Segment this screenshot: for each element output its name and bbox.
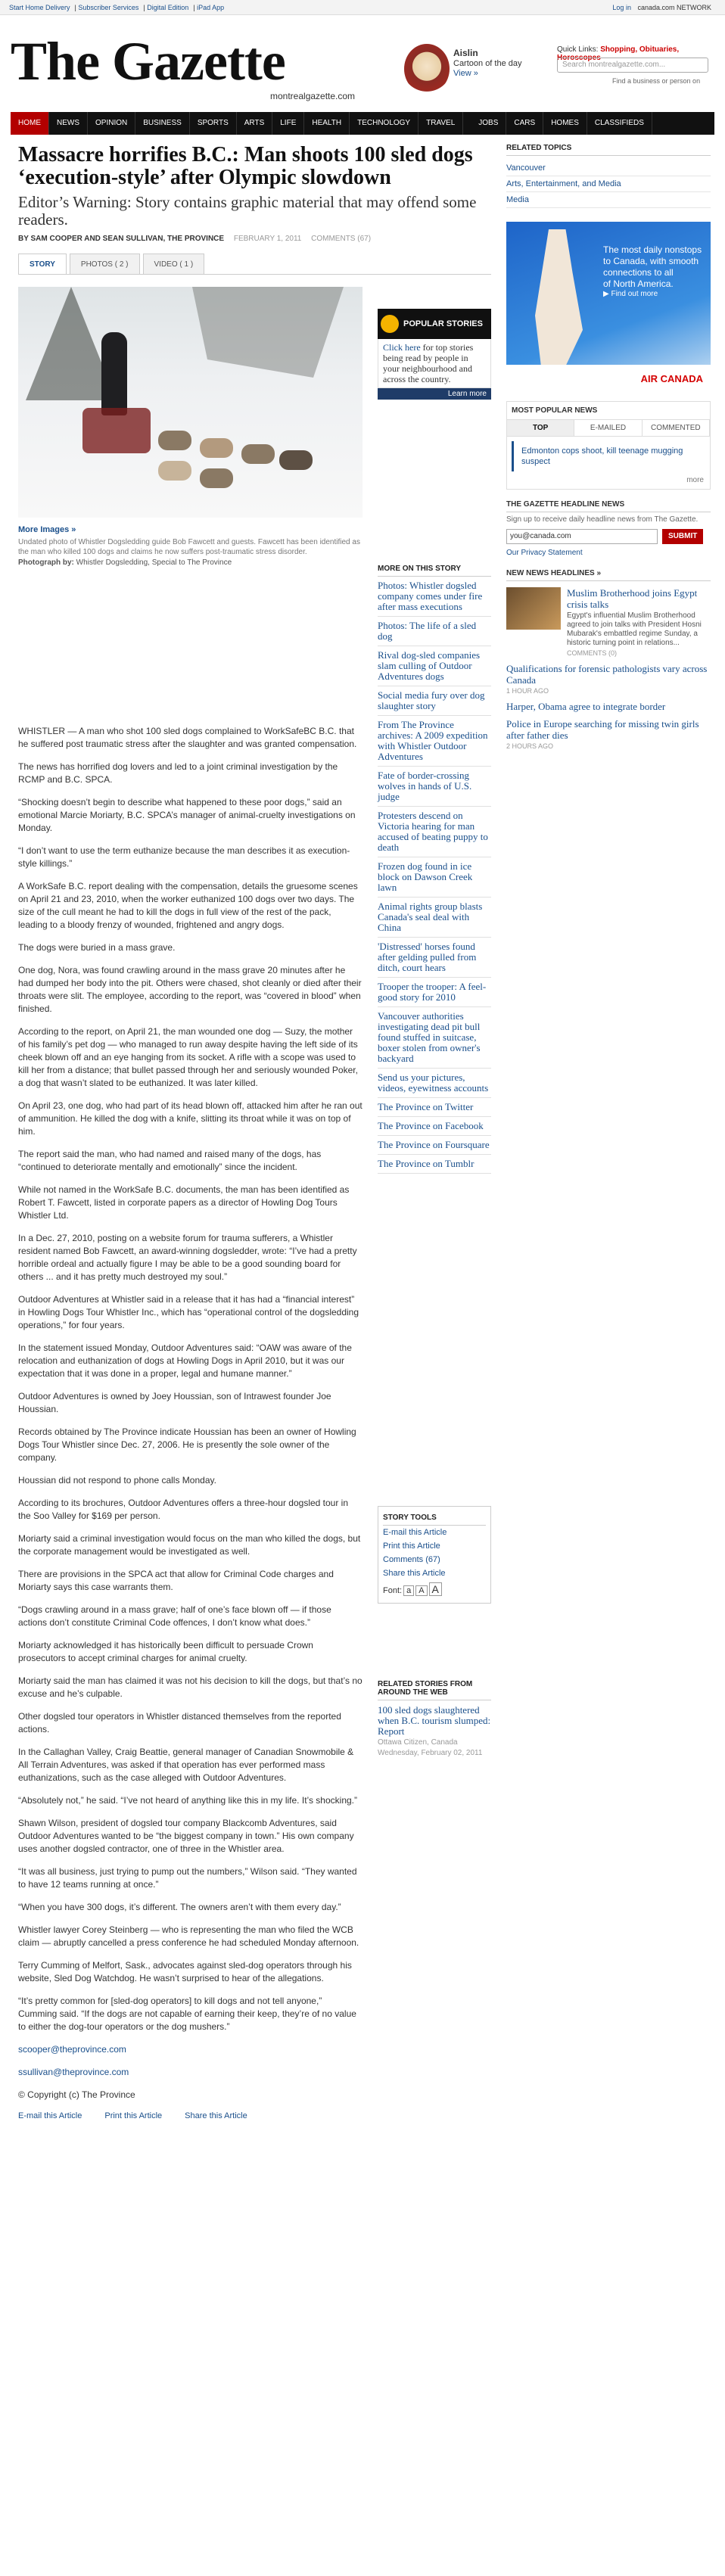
popular-stories-widget[interactable] [378,309,491,400]
font-smaller-button[interactable]: a [403,1585,414,1596]
article-paragraph: “I don’t want to use the term euthanize because the man describes it as execution-style killings.” [18,845,350,869]
email-article-link[interactable]: E-mail this Article [383,1528,447,1537]
byline [18,235,491,243]
article-body [18,725,362,2120]
more-on-story-item[interactable]: The Province on Foursquare [378,1136,491,1155]
more-on-story-item[interactable]: Photos: Whistler dogsled company comes under fire after mass executions [378,577,491,617]
author-email-link[interactable]: ssullivan@theprovince.com [18,2067,129,2077]
photo-dog [158,431,191,450]
popular-stories-desc: for top stories being read by people in your neighbourhood and across the country. [383,342,474,384]
nav-opinion[interactable]: OPINION [88,112,135,135]
more-on-story-item[interactable]: Trooper the trooper: A feel-good story for 2010 [378,978,491,1007]
article-paragraph: Other dogsled tour operators in Whistler distanced themselves from the reported actions. [18,1711,341,1734]
bottom-print-link[interactable]: Print this Article [104,2111,163,2120]
lead-photo[interactable] [18,287,362,518]
most-popular-item[interactable]: Edmonton cops shoot, kill teenage mugging suspect [512,441,705,471]
quick-links-label: Quick Links: [557,45,599,54]
main-nav [11,112,714,135]
article-paragraph: On April 23, one dog, who had part of its head blown off, attacked him after he ran out of ammunition. He killed the dog with a knife, slitting its throat while it was on top of him. [18,1100,362,1137]
headline-lead-summary: Egypt's influential Muslim Brotherhood agreed to join talks with President Hosni Mubarak's embattled regime Sunday, a historic turning point in relations... [567,611,702,647]
ad-line: The most daily nonstops [603,244,702,255]
comments-count[interactable]: COMMENTS (67) [311,235,372,243]
article-paragraph: The news has horrified dog lovers and led to a joint criminal investigation by the RCMP and B.C. SPCA. [18,761,338,785]
article-paragraph: One dog, Nora, was found crawling around in the mass grave 20 minutes after he had dumped her body into the pit. Others were chased, shot cleanly or died after their throats were slit. The employee, according to the report, was “covered in blood” when finished. [18,965,362,1014]
photo-dog [158,461,191,481]
article-paragraph: “It was all business, just trying to pump out the numbers,” Wilson said. “They wanted to have 12 teams running at once.” [18,1866,357,1890]
utility-link-subscriber[interactable]: Subscriber Services [78,3,139,11]
utility-link-home-delivery[interactable]: Start Home Delivery [9,3,70,11]
utility-link-ipad[interactable]: iPad App [197,3,225,11]
article-paragraph: Moriarty acknowledged it has historically been difficult to persuade Crown prosecutors to accept criminal charges for animal cruelty. [18,1640,313,1663]
nav-divider [463,112,471,135]
headline-item-time: 1 HOUR AGO [506,687,549,695]
newsletter-text: Sign up to receive daily headline news from The Gazette. [506,515,699,524]
article-paragraph: WHISTLER — A man who shot 100 sled dogs complained to WorkSafeBC B.C. that he suffered post traumatic stress after the slaughter and was granted compensation. [18,726,357,749]
more-images-link[interactable]: More Images » [18,525,76,534]
headline-item-time: 2 HOURS AGO [506,742,554,750]
site-domain: montrealgazette.com [270,91,356,101]
related-topic-link[interactable]: Media [506,192,711,208]
more-on-story-item[interactable]: Rival dog-sled companies slam culling of Outdoor Adventures dogs [378,646,491,686]
tab-top[interactable]: TOP [507,420,574,436]
article-paragraph: There are provisions in the SPCA act that allow for Criminal Code charges and Moriarty says this case warrants them. [18,1569,334,1592]
most-popular-title: MOST POPULAR NEWS [507,402,710,420]
share-article-link[interactable]: Share this Article [383,1569,446,1578]
news-headlines-title[interactable]: NEW NEWS HEADLINES » [506,569,711,581]
more-on-story-item[interactable]: The Province on Tumblr [378,1155,491,1174]
more-on-story-item[interactable]: Vancouver authorities investigating dead pit bull found stuffed in suitcase, boxer stolen from owner's backyard [378,1007,491,1069]
newsletter-title: THE GAZETTE HEADLINE NEWS [506,500,711,512]
content-tabs [18,254,491,275]
ad-line: of North America. [603,278,674,289]
news-headlines [506,569,711,750]
popular-stories-learn-more[interactable]: Learn more [378,388,491,400]
nav-cars[interactable]: CARS [506,112,543,135]
air-canada-ad[interactable] [506,222,711,392]
tab-video[interactable]: VIDEO ( 1 ) [143,254,205,274]
popular-stories-icon [381,315,399,333]
popular-stories-title: POPULAR STORIES [403,319,483,328]
ad-brand: AIR CANADA [506,365,711,392]
headline-lead-meta[interactable]: COMMENTS (0) [567,649,617,657]
tab-photos[interactable]: PHOTOS ( 2 ) [70,254,140,274]
tab-emailed[interactable]: E-MAILED [574,420,642,436]
article-paragraph: Whistler lawyer Corey Steinberg — who is representing the man who filed the WCB claim — abruptly cancelled a press conference he had scheduled Monday afternoon. [18,1924,359,1948]
article-paragraph: “It’s pretty common for [sled-dog operators] to kill dogs and not tell anyone,” Cumming said. “If the dogs are not capable of earning their keep, they’re of no value to either the dog-tour operators or the dog mushers.” [18,1996,356,2032]
privacy-link[interactable]: Our Privacy Statement [506,549,583,557]
photo-dog [279,450,313,470]
nav-business[interactable]: BUSINESS [135,112,190,135]
headline-item-title[interactable]: Qualifications for forensic pathologists vary across Canada [506,663,708,686]
byline-authors: BY SAM COOPER AND SEAN SULLIVAN, THE PROVINCE [18,235,225,243]
login-link[interactable]: Log in [612,3,631,11]
ad-figure [521,229,590,373]
bottom-share-bar [18,2111,362,2120]
ad-line: to Canada, with smooth [603,256,699,266]
article-paragraph: Shawn Wilson, president of dogsled tour company Blackcomb Adventures, said Outdoor Adventures wanted to be “the biggest company in town.” His own company uses another dogsled contractor, one of three in the Whistler area. [18,1818,354,1854]
more-on-story-item[interactable]: 'Distressed' horses found after gelding pulled from ditch, court hears [378,938,491,978]
more-on-story-item[interactable]: The Province on Twitter [378,1098,491,1117]
nav-life[interactable]: LIFE [272,112,304,135]
photo-musher [101,332,127,415]
popular-stories-header [378,309,491,339]
cartoon-name: Aislin [453,48,478,58]
more-on-story-item[interactable]: The Province on Facebook [378,1117,491,1136]
headline-lead-title[interactable]: Muslim Brotherhood joins Egypt crisis talks [567,587,698,610]
article-paragraph: In a Dec. 27, 2010, posting on a website forum for trauma sufferers, a Whistler resident named Bob Fawcett, an award-winning dogsledder, wrote: “I’ve had a pretty horrible ordeal and actually figure I may be able to be a good sounding board for others ... and it has pretty much destroyed my soul.” [18,1233,357,1282]
article-paragraph: “Dogs crawling around in a mass grave; half of one’s face blown off — if those actions don’t constitute Criminal Code offences, I don’t know what does.” [18,1604,331,1628]
newsletter-signup [506,500,711,557]
article-paragraph: Terry Cumming of Melfort, Sask., advocates against sled-dog operators through his website, Sled Dog Watchdog. He wasn’t surprised to hear of the allegations. [18,1960,352,1983]
more-on-story-item[interactable]: Protesters descend on Victoria hearing for man accused of beating puppy to death [378,807,491,857]
masthead [11,15,714,101]
business-finder-text[interactable]: Find a business or person on [612,77,701,85]
site-logo[interactable]: The Gazette [11,31,285,92]
editor-warning: Editor’s Warning: Story contains graphic material that may offend some readers. [18,193,477,229]
related-web-title: RELATED STORIES FROM AROUND THE WEB [378,1680,491,1700]
headline-item-title[interactable]: Harper, Obama agree to integrate border [506,701,666,712]
font-size-label: Font: [383,1586,403,1595]
story-tools [378,1506,491,1604]
photo-tree [192,287,344,378]
article-paragraph: According to its brochures, Outdoor Adventures offers a three-hour dogsled tour in the Soo Valley for $169 per person. [18,1498,349,1521]
ad-line: connections to all [603,267,674,278]
photo-caption: Undated photo of Whistler Dogsledding guide Bob Fawcett and guests. Fawcett has been identified as the man who killed 100 dogs and claims he now suffers post-traumatic stress disorder. [18,538,360,556]
utility-link-digital[interactable]: Digital Edition [147,3,189,11]
headline-lead [506,587,711,657]
article-paragraph: Outdoor Adventures at Whistler said in a release that it has had a “financial interest” in Howling Dogs Tour Whistler Inc., which has “operational control of the dogsledding operations,” for four years. [18,1294,359,1330]
publish-date: FEBRUARY 1, 2011 [233,235,302,243]
photo-dog [200,438,233,458]
article-paragraph: Records obtained by The Province indicate Houssian has been an owner of Howling Dogs Tour Whistler since Dec. 27, 2006. He is presently the sole owner of the company. [18,1426,356,1463]
article-paragraph: While not named in the WorkSafe B.C. documents, the man has been identified as Robert T. Fawcett, listed in corporate papers as a director of Howling Dog Tours Whistler Ltd. [18,1184,350,1221]
print-article-link[interactable]: Print this Article [383,1542,440,1551]
headline-item [506,701,711,712]
bottom-email-link[interactable]: E-mail this Article [18,2111,82,2120]
tab-commented[interactable]: COMMENTED [643,420,710,436]
quick-links-items[interactable]: Shopping, Obituaries, Horoscopes [557,45,680,62]
more-on-this-story [378,565,491,1174]
cartoon-block [453,48,522,79]
nav-travel[interactable]: TRAVEL [419,112,463,135]
most-popular-box [506,401,711,490]
search-input[interactable]: Search montrealgazette.com... [557,58,708,73]
article-paragraph: Moriarty said a criminal investigation would focus on the man who killed the dogs, but the corporate management would be investigated as well. [18,1533,361,1557]
more-on-story-item[interactable]: Frozen dog found in ice block on Dawson Creek lawn [378,857,491,898]
nav-homes[interactable]: HOMES [543,112,587,135]
headline-item [506,663,711,695]
related-topics [506,144,711,208]
headline: Massacre horrifies B.C.: Man shoots 100 sled dogs ‘execution-style’ after Olympic slowdown [18,143,473,189]
photo-credit-label: Photograph by: [18,558,74,567]
photo-credit-text: Whistler Dogsledding, Special to The Province [76,558,232,567]
most-popular-more[interactable]: more [686,476,704,484]
article-paragraph: Houssian did not respond to phone calls Monday. [18,1475,216,1486]
newsletter-email-input[interactable]: you@canada.com [506,529,658,544]
nav-jobs[interactable]: JOBS [471,112,506,135]
more-on-story-item[interactable]: From The Province archives: A 2009 expedition with Whistler Outdoor Adventures [378,716,491,767]
more-on-story-item[interactable]: Photos: The life of a sled dog [378,617,491,646]
more-on-story-item[interactable]: Send us your pictures, videos, eyewitness accounts [378,1069,491,1098]
newsletter-submit-button[interactable]: SUBMIT [662,529,703,544]
related-topics-title: RELATED TOPICS [506,144,711,156]
article-paragraph: According to the report, on April 21, the man wounded one dog — Suzy, the mother of his family’s pet dog — who managed to run away despite having the left side of its cheek blown off and an eye hanging from its socket. A rifle with a scope was used to kill her from a distance; that bullet passed through her and seriously wounded Poker, a dog that wasn’t slated to be euthanized. It was later killed. [18,1026,358,1088]
nav-arts[interactable]: ARTS [237,112,273,135]
article-paragraph: “Absolutely not,” he said. “I’ve not heard of anything like this in my life. It’s shocking.” [18,1795,357,1806]
nav-classifieds[interactable]: CLASSIFIEDS [587,112,652,135]
article-paragraph: The report said the man, who had named and raised many of the dogs, has “continued to deteriorate mentally and emotionally” since the incident. [18,1149,322,1172]
tab-story[interactable]: STORY [18,254,67,274]
bottom-share-link[interactable]: Share this Article [185,2111,247,2120]
nav-home[interactable]: HOME [11,112,49,135]
photo-sled [82,408,151,453]
story-tools-title: STORY TOOLS [383,1511,486,1526]
font-size-control [383,1580,486,1598]
related-topic-link[interactable]: Vancouver [506,160,711,176]
copyright: © Copyright (c) The Province [18,2089,135,2100]
ad-copy [603,244,702,290]
article-paragraph: “When you have 300 dogs, it’s different. The owners aren’t with them every day.” [18,1902,341,1912]
related-topic-link[interactable]: Arts, Entertainment, and Media [506,176,711,192]
utility-bar: Start Home Delivery | Subscriber Services | Digital Edition | iPad App Log in canada.com NETWORK [0,0,725,15]
nav-news[interactable]: NEWS [49,112,88,135]
author-email-link[interactable]: scooper@theprovince.com [18,2044,126,2055]
headline-item [506,718,711,750]
font-larger-button[interactable]: A [429,1582,442,1596]
more-on-story-item[interactable]: Fate of border-crossing wolves in hands of U.S. judge [378,767,491,807]
font-default-button[interactable]: A [415,1585,427,1596]
right-sidebar [506,144,711,750]
cartoon-portrait[interactable] [404,44,450,94]
cartoon-view-link[interactable]: View » [453,69,478,78]
popular-stories-text [378,339,491,388]
article-paragraph: In the Callaghan Valley, Craig Beattie, general manager of Canadian Snowmobile & All Terrain Adventures, was asked if that operation has ever performed mass euthanizations, such as the case alleged with Outdoor Adventures. [18,1747,354,1783]
popular-stories-link[interactable]: Click here [383,342,421,353]
more-on-story-title: MORE ON THIS STORY [378,565,491,577]
related-web-source: Ottawa Citizen, Canada [378,1738,458,1747]
photo-dog [241,444,275,464]
headline-item-title[interactable]: Police in Europe searching for missing twin girls after father dies [506,718,699,741]
most-popular-tabs [507,420,710,437]
article-paragraph: “Shocking doesn’t begin to describe what happened to these poor dogs,” said an emotional Marcie Moriarty, B.C. SPCA’s manager of animal-cruelty investigations on Monday. [18,797,356,833]
more-on-story-item[interactable]: Animal rights group blasts Canada's seal deal with China [378,898,491,938]
related-web-date: Wednesday, February 02, 2011 [378,1749,483,1757]
article-paragraph: The dogs were buried in a mass grave. [18,942,176,953]
nav-health[interactable]: HEALTH [304,112,350,135]
more-on-story-item[interactable]: Social media fury over dog slaughter story [378,686,491,716]
article-paragraph: In the statement issued Monday, Outdoor Adventures said: “OAW was aware of the relocation and euthanization of dogs at Howling Dogs in April 2010, but it was our expectation that it was done in a proper, legal and humane manner.” [18,1342,352,1379]
photo-dog [200,468,233,488]
related-from-web [378,1680,491,1758]
cartoon-label: Cartoon of the day [453,59,522,68]
article-paragraph: Outdoor Adventures is owned by Joey Houssian, son of Intrawest founder Joe Houssian. [18,1391,331,1414]
nav-sports[interactable]: SPORTS [190,112,237,135]
headline-thumbnail[interactable] [506,587,561,630]
comments-link[interactable]: Comments (67) [383,1555,440,1564]
ad-find-out[interactable]: ▶ Find out more [603,290,658,298]
network-label: canada.com NETWORK [637,3,711,11]
article-paragraph: Moriarty said the man has claimed it was not his decision to kill the dogs, but that’s no excuse and he’s culpable. [18,1675,362,1699]
article-paragraph: A WorkSafe B.C. report dealing with the compensation, details the gruesome scenes on April 21 and 23, 2010, when the worker euthanized 100 dogs over two days. The size of the cull meant he had to kill the dogs in full view of the rest of the pack, leading to a bloody frenzy of wounded, frightened and angry dogs. [18,881,358,930]
article-column [18,143,491,2120]
nav-technology[interactable]: TECHNOLOGY [350,112,419,135]
related-web-headline[interactable]: 100 sled dogs slaughtered when B.C. tourism slumped: Report [378,1704,491,1737]
